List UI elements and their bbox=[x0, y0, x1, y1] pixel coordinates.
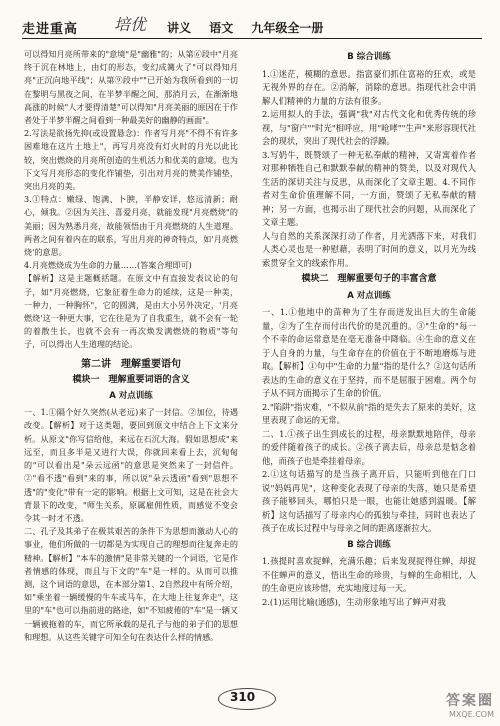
page-header bbox=[22, 14, 482, 40]
subject-grade: 九年级全一册 bbox=[251, 21, 324, 35]
answer-paragraph: 1.①迷茫，模糊的意思。指富豪们抓住富裕的狂欢，或是无视外界的存在。②消解，消除的意思。指现代社会中消解人们精神的力量的方法有很多。 bbox=[262, 68, 476, 106]
answer-paragraph: 3.写奶牛，既赞颂了一种无私奉献的精神，又寄寓着作者对那种牺牲自己和默默奉献的精神的赞美，以及对现代人生活的深切关注与反思，从而深化了文章主题。4.不同作者对生命价值理解不同，一方面，赞颂了无私奉献的精神；另一方面，也揭示出了现代社会的问题，从而深化了文章主题。 bbox=[262, 149, 476, 227]
answer-paragraph: 二、1.①孩子出生到成长的过程，母亲默默地陪伴，母亲的爱伴随着孩子的成长。②孩子离去后，母亲总是惦念着他，而孩子也是牵挂着母亲。 bbox=[262, 428, 476, 466]
section-heading: B 综合训练 bbox=[347, 539, 391, 550]
right-column bbox=[262, 48, 476, 609]
answer-paragraph: 可以得知月亮所带来的"意境"是"幽雅"的；从第⑥段中"月亮终于沉在林地上，由灯的形态，变幻成篝火了"可以得知月亮"正沉向地平线"；从第⑨段中""已开始为我所看到的一切在黎明与黑夜之间，在半梦半醒之间，那消月云，在渐渐地高涨的时候"人才要得清楚"可以得知"月亮美丽的原因在于作者处于半梦半醒之间看到一种最美好的幽静的画面"。 bbox=[24, 49, 238, 126]
subject-line bbox=[167, 19, 337, 36]
watermark-line1: 答案圈 bbox=[446, 693, 494, 709]
answer-paragraph: 人与自然的关系深深打动了作者，月光洒落下来，对我们人类心灵也是一种慰藉，表明了时间的意义，以月光为线索贯穿全文的线索作用。 bbox=[262, 230, 476, 268]
brand-title: 走进重高 bbox=[22, 22, 79, 37]
section-heading: A 对点训练 bbox=[347, 290, 391, 301]
watermark-logo bbox=[410, 690, 494, 724]
answer-paragraph: 2.①这句话描写的是当孩子离开后，只能听到他在门口说"妈妈再见"，这种变化表现了母亲的失落，她只是希望孩子能够回头，哪怕只是一眼，也能让她感到温暖。【解析】这句话描写了母亲内心的孤独与牵挂，同时也表达了孩子在成长过程中与母亲之间的距离逐渐拉大。 bbox=[262, 469, 476, 533]
answer-paragraph: 二、孔子及其弟子在极其艰苦的条件下为思想而激动人心的事业，他们所做的一切都是为实现自己的理想而往复奔走的精神。【解析】"本车的激情"是非常关键的一个词语，它是作者情感的体现，而且与下文的"车"是一样的。从而可以推测，这个词语的意思，在本部分第1、2自然段中有所介绍，如"乘坐着一辆缓慢的牛车或马车，在大地上往复奔走"，这里的"车"也可以指前进的路途，如"不知疲倦的"车"是一辆又一辆被拖着的车，而它所承载的是孔子与他的弟子们的思想和理想。从这些关键字可知全句在表达什么样的情感。 bbox=[24, 526, 238, 642]
answer-paragraph: 2.(1)运用比喻(通感)，生动形象地写出了蝉声对我 bbox=[262, 596, 446, 607]
subject-chinese: 语文 bbox=[209, 21, 234, 35]
handwritten-signature: 培优 bbox=[114, 15, 147, 34]
answer-paragraph: 【解析】这是主题概括题。在原文中有直接发表议论的句子，如"月亮燃烧，它象征着生命力的延续，这是一种美，一种力，一种胸怀"，它的圆满，是由大小另外决定，'月亮燃烧'这一种更大事，它在往是为了自我重生，就不会有一轮的着散生长，也就不会有一再次焕发满燃烧的物质"等句子，可以得出人生道理的结论。 bbox=[24, 273, 238, 350]
answer-paragraph: 一、1.①他地中的苗种为了生存而迸发出巨大的生命能量，②为了生存而付出代价的是沉重的。③"生命的"每一个不幸的命运常意是在毫无准备中降临。④生命的意义在于人自身的力量，与生命存在的价值在于不断地磨炼与进取。【解析】①句中"生命的力量"指的是什么？②这句话所表达的生命的意义在于坚持，而不是屈服于困难。两个句子从不同方面揭示了生命的价值。 bbox=[262, 307, 476, 398]
answer-paragraph: 1.孩提时喜欢捉蝉，充满乐趣；后来发现捉得住蝉，却捉不住蝉声的意义，悟出生命的珍贵，与蝉的生命相比，人的生命更应该珍惜，充实地度过每一天。 bbox=[262, 556, 476, 593]
answer-paragraph: 2.运用拟人的手法，强调"我"对古代文化和优秀传统的珍视，与"窗户""时光"相呼应，用"呛哮""生声"来形容现代社会的现状，突出了现代社会的浮躁。 bbox=[262, 109, 476, 146]
section-heading: 模块二 理解重要句子的丰富含意 bbox=[301, 274, 437, 284]
header-rule bbox=[22, 38, 482, 39]
answer-paragraph: 2."陷阱"指灾难，"不似从前"指的是失去了原来的美好，这里表现了命运的无常。 bbox=[262, 401, 477, 425]
section-heading: A 对点训练 bbox=[109, 391, 153, 402]
answer-paragraph: 4.月亮燃烧成为生命的力量……(答案合理即可) bbox=[24, 260, 192, 271]
answer-paragraph: 2.写法是欲扬先抑(或设置悬念)：作者写月亮"不得不有许多困难地在这片土地上"，再写月亮没有灯火时的月光以此比较，突出燃烧的月亮所创造的生机活力和优美的意境。也为下文写月亮形态的变化作铺垫，引出对月亮的赞美作铺垫，突出月亮的美。 bbox=[24, 128, 238, 192]
section-heading: 模块一 理解重要词语的含义 bbox=[72, 374, 190, 385]
page-number: 310 bbox=[230, 690, 256, 704]
watermark-line2: MXQE.COM bbox=[448, 710, 494, 719]
section-heading: B 综合训练 bbox=[347, 52, 391, 62]
section-heading: 第二讲 理解重要语句 bbox=[81, 358, 181, 370]
left-column bbox=[24, 48, 238, 644]
page-footer bbox=[218, 688, 282, 712]
subject-lecture: 讲义 bbox=[167, 21, 192, 35]
answer-paragraph: 一、1.①隔个好久突然(从老远)来了一封信。②加位，待遇改变。【解析】对于这类题，要回到原文中结合上下文来分析。从原文"你写信给他，来远在石沉大海。假如思想成"来远至，而且多半是又进行大误，你就回来看上去，沉甸甸的"可以看出是"朵云远函"的意思是突然来了一封信件。②"看不透"看到"来的事，所以说"朵云透函"看到"思想不透"的"变化"带有一定的影响。根据上文可知，这是在社会大背景下的改变，"师生关系，原属雇佣性质，而感觉不变会令其一时才不透。 bbox=[24, 407, 238, 523]
answer-paragraph: 3.①特点：嫩绿、饱满、卜腴，半静安详，悠远清新；耐心，倾我。②因为关注、喜爱月亮，就能发现"月亮燃烧"的美丽；因为熟悉月亮，故能领悟由于月亮燃烧的人生道理。两者之间有着内在的联系，写出月亮的神奇特点，如'月亮燃烧'的意思。 bbox=[24, 194, 238, 258]
